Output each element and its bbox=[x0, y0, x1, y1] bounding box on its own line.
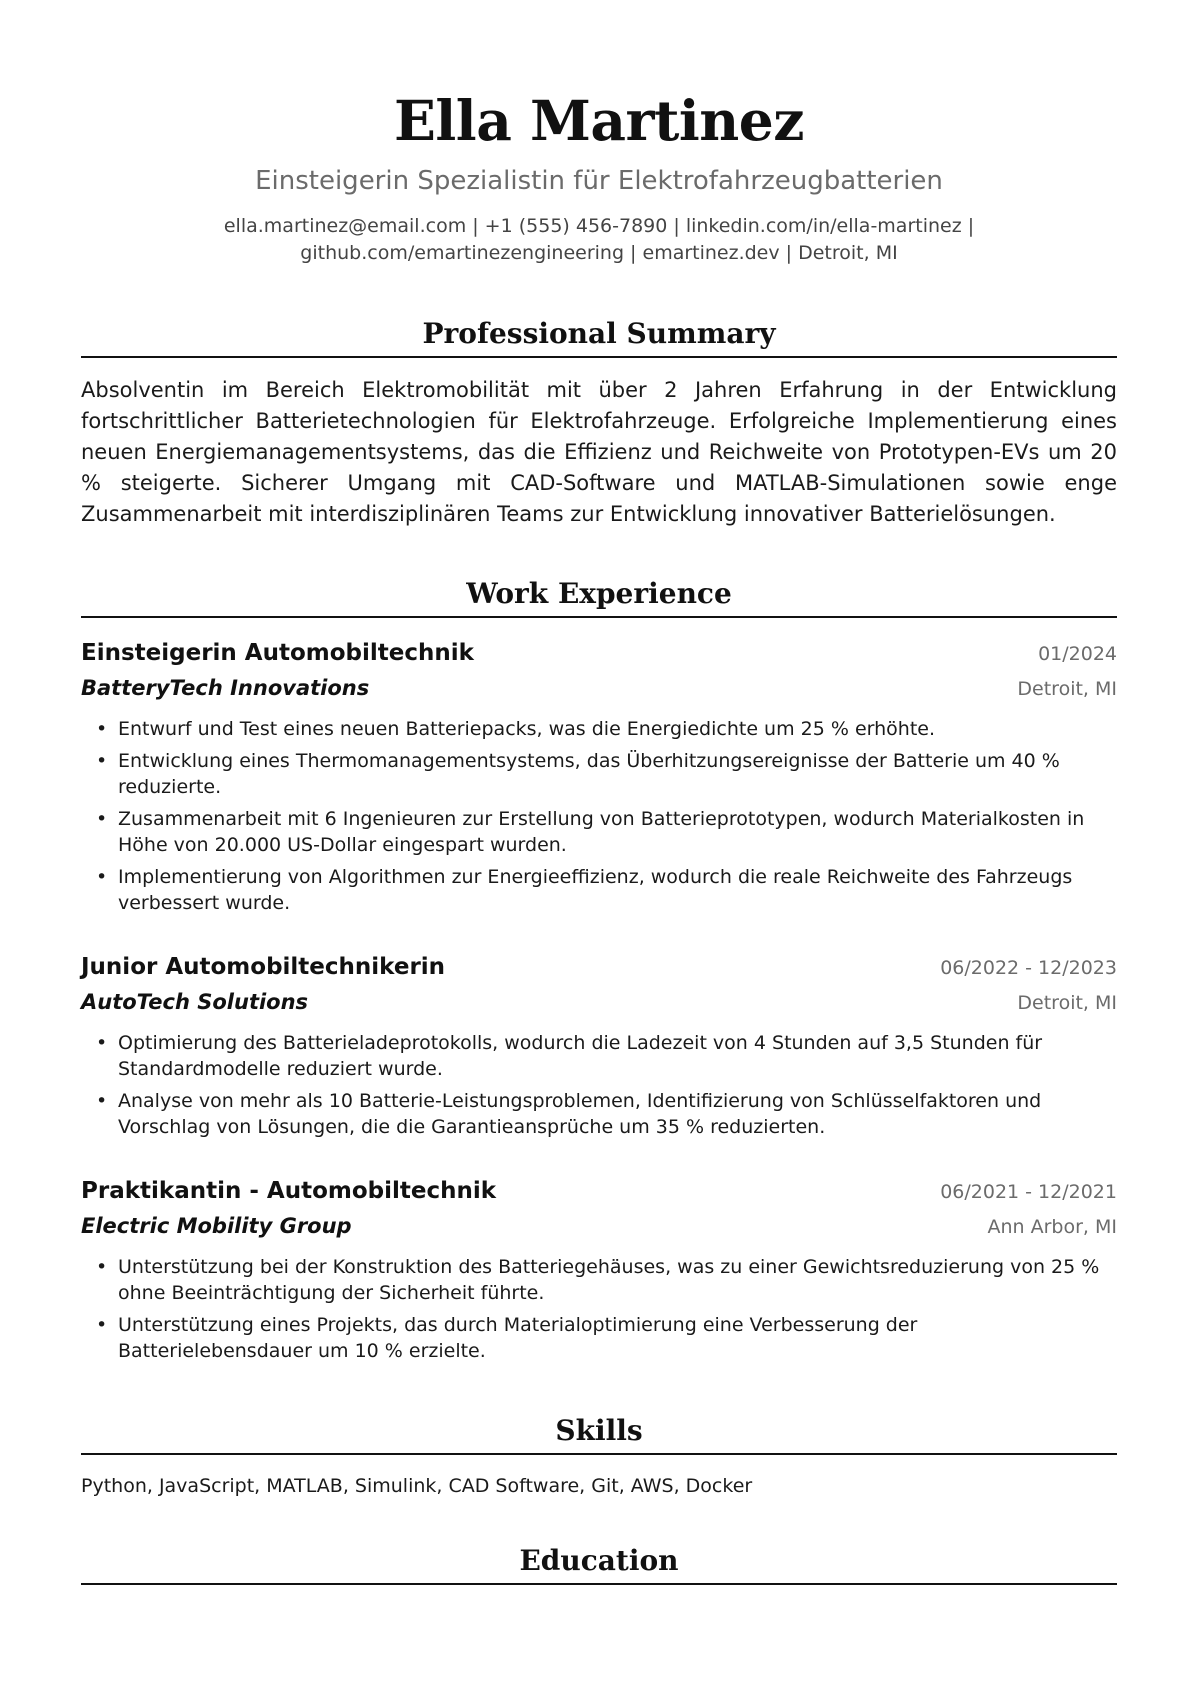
job-date: 01/2024 bbox=[1038, 643, 1117, 665]
job-bullet: • Zusammenarbeit mit 6 Ingenieuren zur Erstellung von Batterieprototypen, wodurch Materialkosten in Höhe von 20.000 US-Dollar eingespart wurden. bbox=[81, 806, 1117, 858]
job-location: Detroit, MI bbox=[1017, 678, 1117, 700]
candidate-name: Ella Martinez bbox=[393, 88, 804, 153]
job-subheader bbox=[81, 1209, 1117, 1244]
summary-text: Absolventin im Bereich Elektromobilität mit über 2 Jahren Erfahrung in der Entwicklung fortschrittlicher Batterietechnologien für Elektrofahrzeuge. Erfolgreiche Implementierung eines neuen Energiemanagementsystems, das die Effizienz und Reichweite von Prototypen-EVs um 20 % steigerte. Sicherer Umgang mit CAD-Software und MATLAB-Simulationen sowie enge Zusammenarbeit mit interdisziplinären Teams zur Entwicklung innovativer Batterielösungen. bbox=[81, 378, 1117, 526]
job-date: 06/2022 - 12/2023 bbox=[940, 957, 1117, 979]
job-title: Einsteigerin Automobiltechnik bbox=[81, 640, 474, 666]
job-header bbox=[81, 1174, 1117, 1209]
job-entry bbox=[81, 636, 1117, 916]
job-location: Ann Arbor, MI bbox=[987, 1216, 1117, 1238]
job-subheader bbox=[81, 671, 1117, 706]
section-title-summary: Professional Summary bbox=[81, 315, 1117, 358]
job-company: AutoTech Solutions bbox=[81, 990, 309, 1014]
candidate-subtitle: Einsteigerin Spezialistin für Elektrofahrzeugbatterien bbox=[255, 166, 943, 196]
job-date: 06/2021 - 12/2021 bbox=[940, 1181, 1117, 1203]
job-bullet: • Entwurf und Test eines neuen Batteriepacks, was die Energiedichte um 25 % erhöhte. bbox=[81, 716, 1117, 742]
job-bullet: • Unterstützung eines Projekts, das durch Materialoptimierung eine Verbesserung der Batterielebensdauer um 10 % erzielte. bbox=[81, 1312, 1117, 1364]
job-header bbox=[81, 950, 1117, 985]
contact-line-1: ella.martinez@email.com | +1 (555) 456-7890 | linkedin.com/in/ella-martinez | bbox=[223, 215, 975, 237]
job-bullets bbox=[81, 716, 1117, 916]
job-entry bbox=[81, 1174, 1117, 1364]
skills-text: Python, JavaScript, MATLAB, Simulink, CAD Software, Git, AWS, Docker bbox=[81, 1475, 753, 1497]
job-company: BatteryTech Innovations bbox=[81, 676, 370, 700]
job-bullet: • Optimierung des Batterieladeprotokolls, wodurch die Ladezeit von 4 Stunden auf 3,5 Stunden für Standardmodelle reduziert wurde. bbox=[81, 1030, 1117, 1082]
job-bullet: • Unterstützung bei der Konstruktion des Batteriegehäuses, was zu einer Gewichtsreduzierung von 25 % ohne Beeinträchtigung der Sicherheit führte. bbox=[81, 1254, 1117, 1306]
job-entry bbox=[81, 950, 1117, 1140]
job-title: Praktikantin - Automobiltechnik bbox=[81, 1178, 497, 1204]
job-bullet: • Implementierung von Algorithmen zur Energieeffizienz, wodurch die reale Reichweite des Fahrzeugs verbessert wurde. bbox=[81, 864, 1117, 916]
section-title-skills: Skills bbox=[81, 1412, 1117, 1455]
job-subheader bbox=[81, 985, 1117, 1020]
contact-line-2: github.com/emartinezengineering | emartinez.dev | Detroit, MI bbox=[300, 242, 898, 264]
job-bullet: • Analyse von mehr als 10 Batterie-Leistungsproblemen, Identifizierung von Schlüsselfaktoren und Vorschlag von Lösungen, die die Garantieansprüche um 35 % reduzierten. bbox=[81, 1088, 1117, 1140]
section-title-work: Work Experience bbox=[81, 575, 1117, 618]
section-title-education: Education bbox=[81, 1542, 1117, 1585]
job-header bbox=[81, 636, 1117, 671]
job-title: Junior Automobiltechnikerin bbox=[81, 954, 446, 980]
job-company: Electric Mobility Group bbox=[81, 1214, 352, 1238]
job-bullet: • Entwicklung eines Thermomanagementsystems, das Überhitzungsereignisse der Batterie um 40 % reduzierte. bbox=[81, 748, 1117, 800]
job-bullets bbox=[81, 1030, 1117, 1140]
job-location: Detroit, MI bbox=[1017, 992, 1117, 1014]
resume-page bbox=[81, 0, 1117, 1585]
contact-info bbox=[81, 213, 1117, 267]
job-bullets bbox=[81, 1254, 1117, 1364]
